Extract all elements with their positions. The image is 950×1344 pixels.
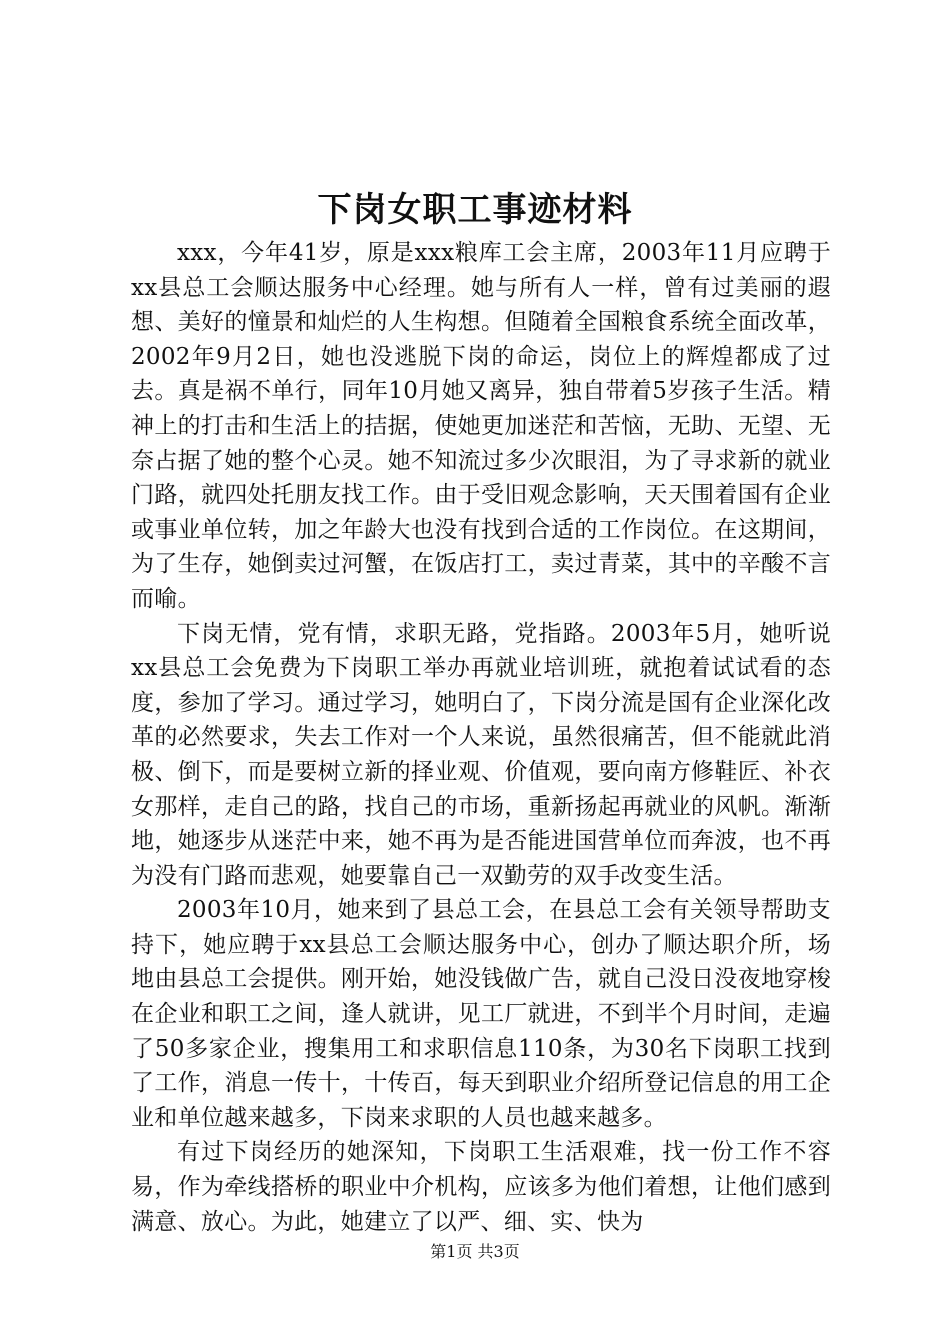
paragraph-4: 有过下岗经历的她深知，下岗职工生活艰难，找一份工作不容易，作为牵线搭桥的职业中介机构，应该多为他们着想，让他们感到满意、放心。为此，她建立了以严、细、实、快为: [131, 1139, 831, 1235]
paragraph-2: 下岗无情，党有情，求职无路，党指路。2003年5月，她听说xx县总工会免费为下岗职工举办再就业培训班，就抱着试试看的态度，参加了学习。通过学习，她明白了，下岗分流是国有企业深化改革的必然要求，失去工作对一个人来说，虽然很痛苦，但不能就此消极、倒下，而是要树立新的择业观、价值观，要向南方修鞋匠、补衣女那样，走自己的路，找自己的市场，重新扬起再就业的风帆。渐渐地，她逐步从迷茫中来，她不再为是否能进国营单位而奔波，也不再为没有门路而悲观，她要靠自己一双勤劳的双手改变生活。: [131, 620, 831, 889]
page-footer: 第1页 共3页: [430, 1242, 520, 1261]
document-body: [131, 236, 831, 1239]
paragraph-3: 2003年10月，她来到了县总工会，在县总工会有关领导帮助支持下，她应聘于xx县总工会顺达服务中心，创办了顺达职介所，场地由县总工会提供。刚开始，她没钱做广告，就自己没日没夜地穿梭在企业和职工之间，逢人就讲，见工厂就进，不到半个月时间，走遍了50多家企业，搜集用工和求职信息110条，为30名下岗职工找到了工作，消息一传十，十传百，每天到职业介绍所登记信息的用工企业和单位越来越多，下岗来求职的人员也越来越多。: [131, 897, 831, 1131]
paragraph-1: xxx，今年41岁，原是xxx粮库工会主席，2003年11月应聘于xx县总工会顺达服务中心经理。她与所有人一样，曾有过美丽的遐想、美好的憧景和灿烂的人生构想。但随着全国粮食系统全面改革，2002年9月2日，她也没逃脱下岗的命运，岗位上的辉煌都成了过去。真是祸不单行，同年10月她又离异，独自带着5岁孩子生活。精神上的打击和生活上的拮据，使她更加迷茫和苦恼，无助、无望、无奈占据了她的整个心灵。她不知流过多少次眼泪，为了寻求新的就业门路，就四处托朋友找工作。由于受旧观念影响，天天围着国有企业或事业单位转，加之年龄大也没有找到合适的工作岗位。在这期间，为了生存，她倒卖过河蟹，在饭店打工，卖过青菜，其中的辛酸不言而喻。: [131, 240, 831, 612]
document-title: 下岗女职工事迹材料: [317, 190, 633, 230]
